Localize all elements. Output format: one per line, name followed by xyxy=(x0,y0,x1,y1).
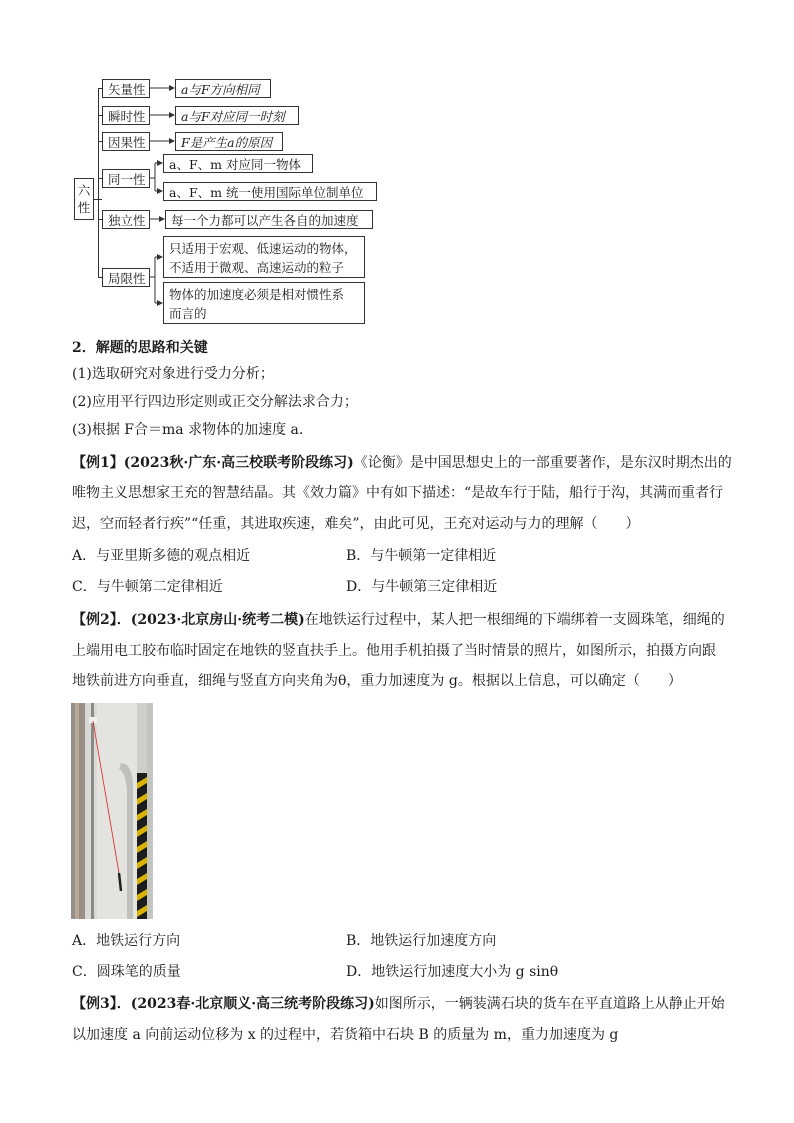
desc-identity-2: a、F、m 统一使用国际单位制单位 xyxy=(163,182,377,201)
ex2-option-b: B．地铁运行加速度方向 xyxy=(346,933,497,949)
photo-drawing xyxy=(71,703,153,919)
prop-identity: 同一性 xyxy=(102,169,150,188)
ex1-line1 xyxy=(72,453,732,473)
prop-independence: 独立性 xyxy=(102,210,150,229)
prop-limitation: 局限性 xyxy=(102,268,150,287)
prop-instant: 瞬时性 xyxy=(102,106,150,125)
ex2-tag: 【例2】 xyxy=(72,612,117,628)
ex2-text1: 在地铁运行过程中，某人把一根细绳的下端绑着一支圆珠笔，细绳的 xyxy=(304,612,725,628)
ex3-tag: 【例3】 xyxy=(72,996,117,1012)
ex1-option-a: A．与亚里斯多德的观点相近 xyxy=(72,548,251,564)
ex1-option-b: B．与牛顿第一定律相近 xyxy=(346,548,497,564)
ex2-option-c: C．圆珠笔的质量 xyxy=(72,964,181,980)
desc-limit-1: 只适用于宏观、低速运动的物体， 不适用于微观、高速运动的粒子 xyxy=(163,236,365,278)
section2-step-1: (1)选取研究对象进行受力分析； xyxy=(72,366,274,382)
ex1-option-d: D．与牛顿第三定律相近 xyxy=(346,579,498,595)
desc-vector: a与F方向相同 xyxy=(175,79,271,98)
section2-heading: 2．解题的思路和关键 xyxy=(72,340,208,356)
ex2-option-d: D．地铁运行加速度大小为 g sinθ xyxy=(346,964,559,980)
prop-causal: 因果性 xyxy=(102,132,150,151)
ex1-line2: 唯物主义思想家王充的智慧结晶。其《效力篇》中有如下描述：“是故车行于陆，船行于沟，其满而重者行 xyxy=(72,485,724,501)
subway-photo xyxy=(71,703,153,919)
ex1-option-c: C．与牛顿第二定律相近 xyxy=(72,579,223,595)
ex2-source: ．(2023·北京房山·统考二模) xyxy=(116,612,305,628)
desc-causal: F是产生a的原因 xyxy=(175,132,283,151)
ex3-line1 xyxy=(72,994,725,1014)
ex2-option-a: A．地铁运行方向 xyxy=(72,933,181,949)
desc-limit-2: 物体的加速度必须是相对惯性系 而言的 xyxy=(163,282,365,324)
root-char-1: 六 xyxy=(77,183,91,198)
ex1-tag: 【例1】 xyxy=(72,455,124,471)
prop-vector: 矢量性 xyxy=(102,79,150,98)
desc-instant: a与F对应同一时刻 xyxy=(175,106,299,125)
ex1-line3: 迟，空而轻者行疾”“任重，其进取疾速，难矣”，由此可见，王充对运动与力的理解（ ） xyxy=(72,516,640,532)
ex3-text1: 如图所示，一辆装满石块的货车在平直道路上从静止开始 xyxy=(374,996,725,1012)
ex2-line2: 上端用电工胶布临时固定在地铁的竖直扶手上。他用手机拍摄了当时情景的照片，如图所示，拍摄方向跟 xyxy=(72,643,716,659)
ex1-source: (2023秋·广东·高三校联考阶段练习) xyxy=(123,455,354,471)
ex3-source: ．(2023春·北京顺义·高三统考阶段练习) xyxy=(116,996,375,1012)
ex1-text1: 《论衡》是中国思想史上的一部重要著作，是东汉时期杰出的 xyxy=(353,455,732,471)
desc-independence: 每一个力都可以产生各自的加速度 xyxy=(165,210,373,229)
ex2-line3: 地铁前进方向垂直，细绳与竖直方向夹角为θ，重力加速度为 g。根据以上信息，可以确定（ ） xyxy=(72,673,682,689)
ex3-line2: 以加速度 a 向前运动位移为 x 的过程中，若货箱中石块 B 的质量为 m，重力加速度为 g xyxy=(72,1027,619,1043)
section2-step-3: (3)根据 F合＝ma 求物体的加速度 a. xyxy=(72,422,304,438)
root-char-2: 性 xyxy=(77,200,91,215)
desc-identity-1: a、F、m 对应同一物体 xyxy=(163,154,313,173)
ex2-line1 xyxy=(72,610,725,630)
section2-step-2: (2)应用平行四边形定则或正交分解法求合力； xyxy=(72,394,358,410)
